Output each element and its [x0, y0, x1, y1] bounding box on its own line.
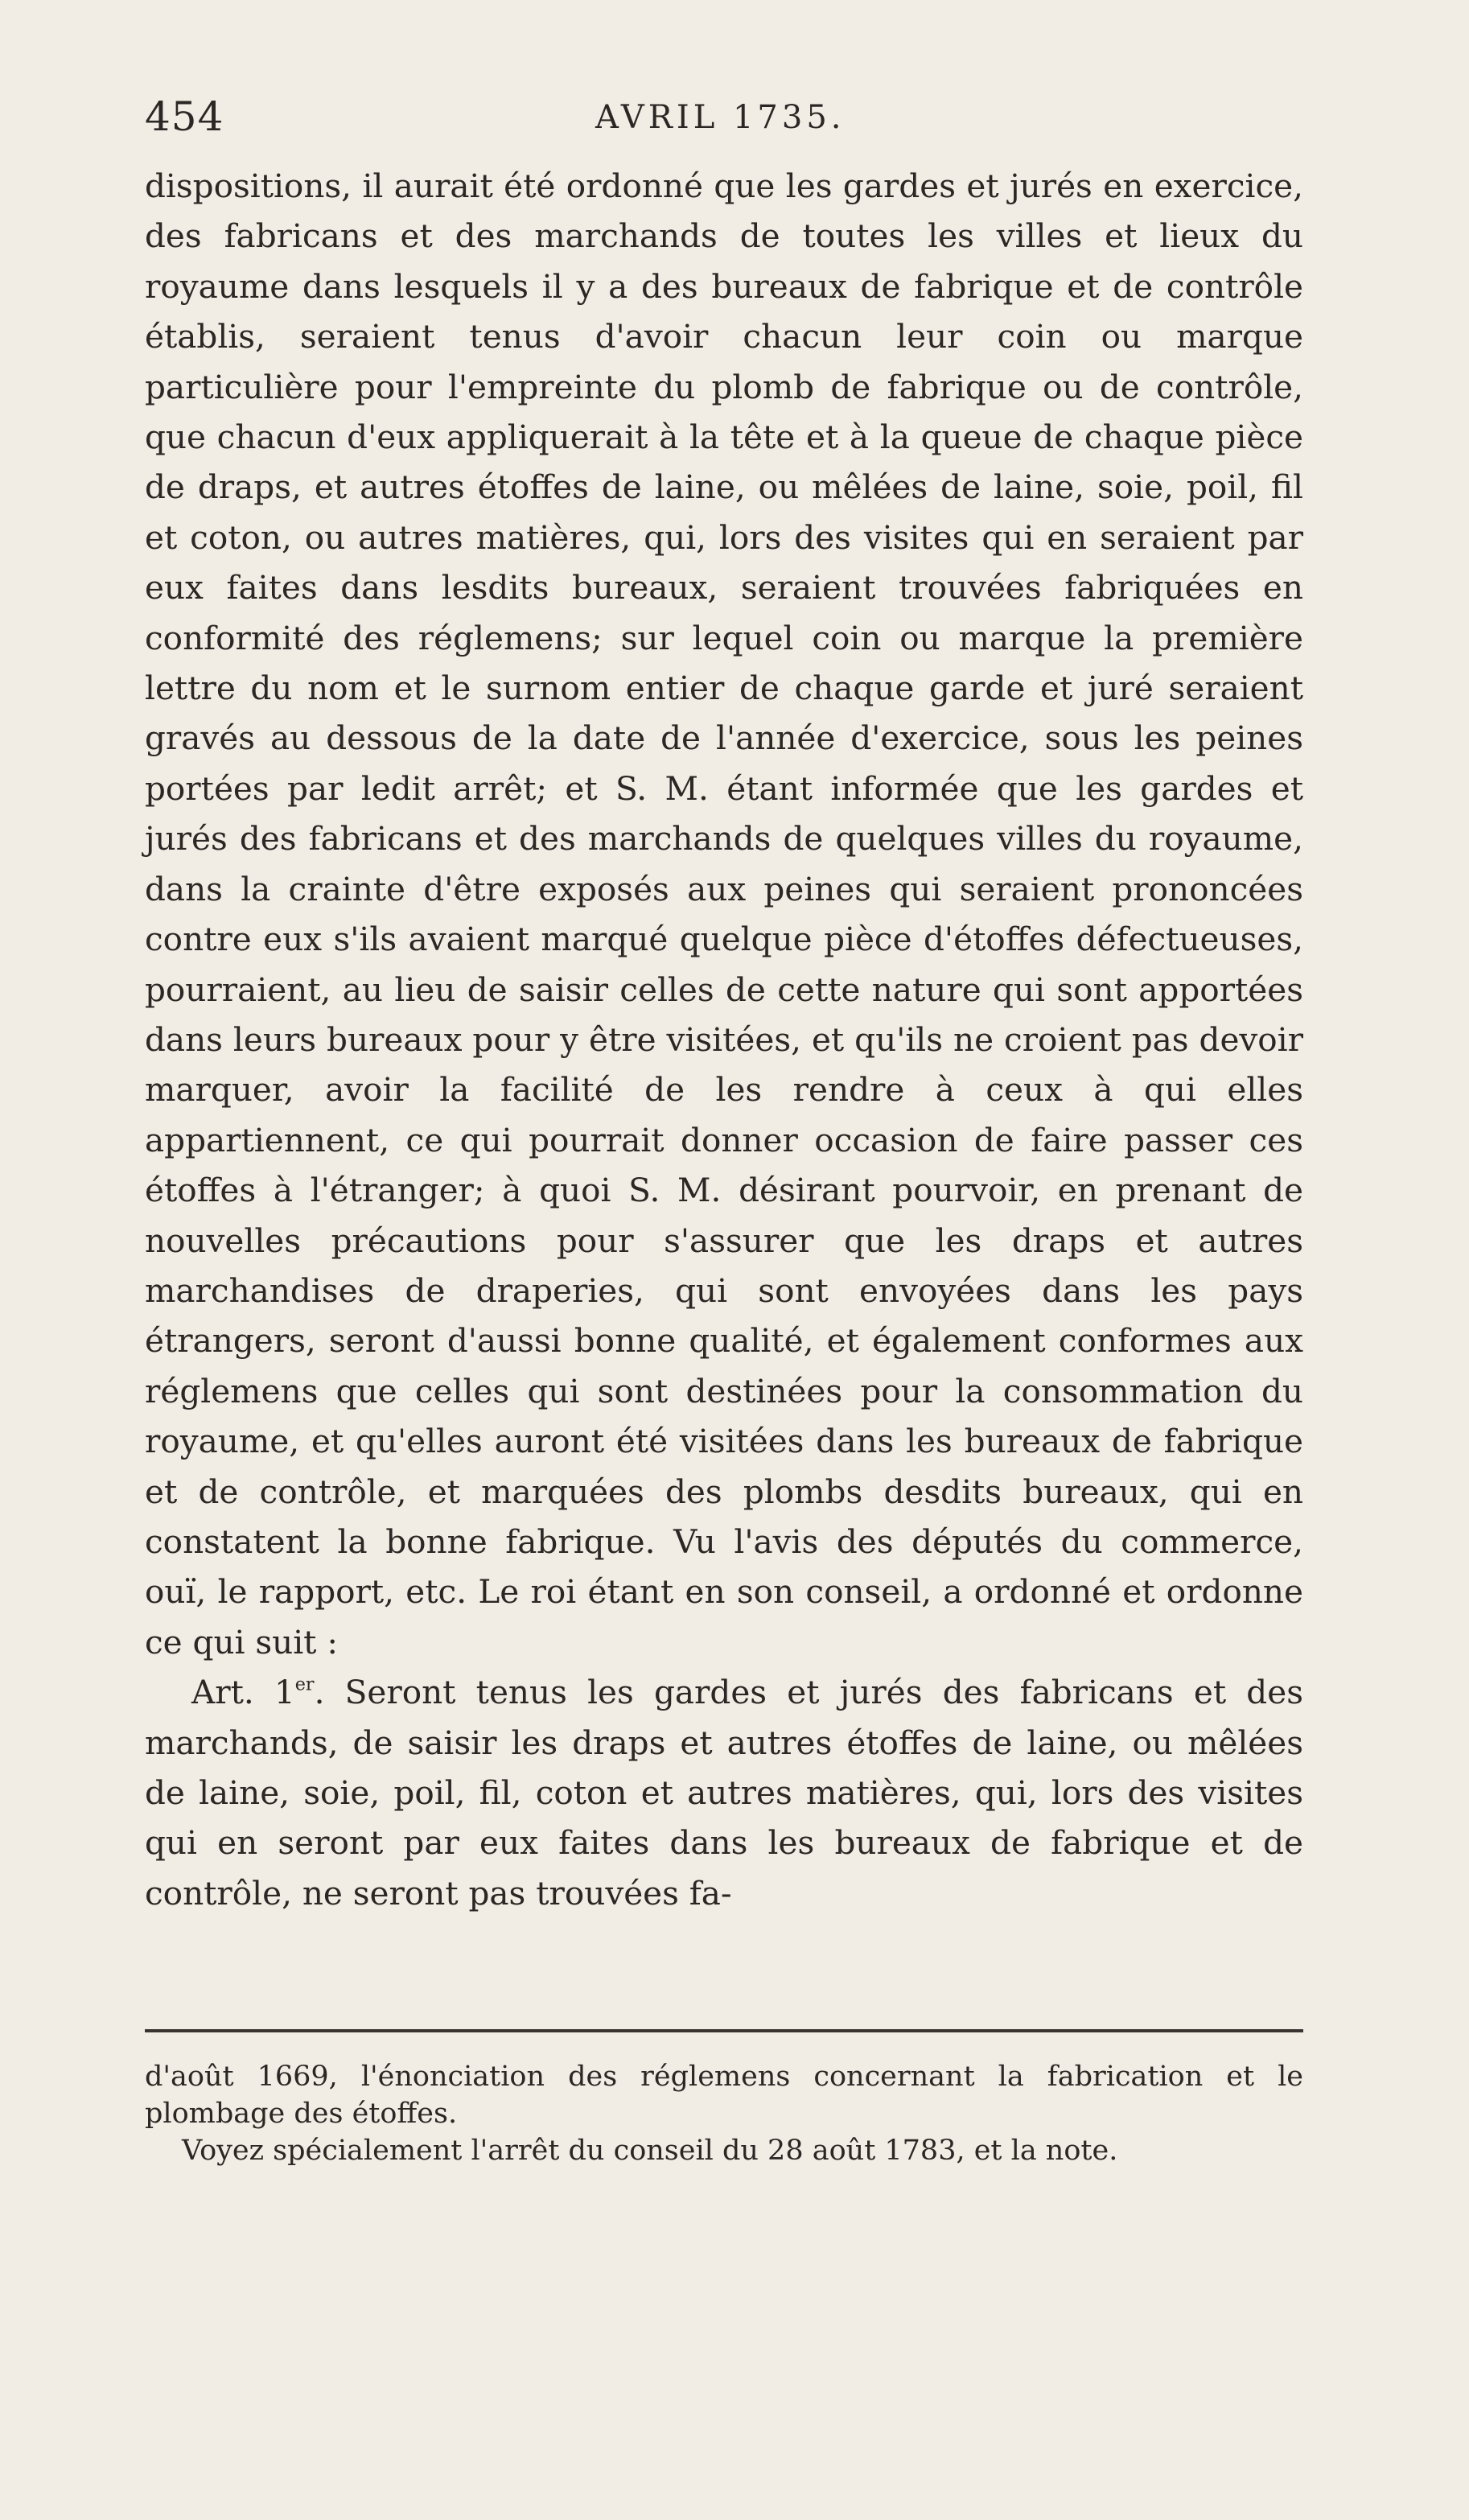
paragraph-continuation: dispositions, il aurait été ordonné que les gardes et jurés en exercice, des fabricans et des marchands de toutes les villes et lieux du royaume dans lesquels il y a des bureaux de fabrique et de contrôle établis, seraient tenus d'avoir chacun leur coin ou marque particulière pour l'empreinte du plomb de fabrique ou de contrôle, que chacun d'eux appliquerait à la tête et à la queue de chaque pièce de draps, et autres étoffes de laine, ou mêlées de laine, soie, poil, fil et coton, ou autres matières, qui, lors des visites qui en seraient par eux faites dans lesdits bureaux, seraient trouvées fabriquées en conformité des réglemens; sur lequel coin ou marque la première lettre du nom et le surnom entier de chaque garde et juré seraient gravés au dessous de la date de l'année d'exercice, sous les peines portées par ledit arrêt; et S. M. étant informée que les gardes et jurés des fabricans et des marchands de quelques villes du royaume, dans la crainte d'être exposés aux peines qui seraient prononcées contre eux s'ils avaient marqué quelque pièce d'étoffes défectueuses, pourraient, au lieu de saisir celles de cette nature qui sont apportées dans leurs bureaux pour y être visitées, et qu'ils ne croient pas devoir marquer, avoir la facilité de les rendre à ceux à qui elles appartiennent, ce qui pourrait donner occasion de faire passer ces étoffes à l'étranger; à quoi S. M. désirant pourvoir, en prenant de nouvelles précautions pour s'assurer que les draps et autres marchandises de draperies, qui sont envoyées dans les pays étrangers, seront d'aussi bonne qualité, et également conformes aux réglemens que celles qui sont destinées pour la consommation du royaume, et qu'elles auront été visitées dans les bureaux de fabrique et de contrôle, et marquées des plombs desdits bureaux, qui en constatent la bonne fabrique. Vu l'avis des députés du commerce, ouï, le rapport, etc. Le roi étant en son conseil, a ordonné et ordonne ce qui suit : [145, 167, 1303, 1661]
footnotes [145, 2058, 1303, 2169]
footnote-continuation: d'août 1669, l'énonciation des réglemens concernant la fabrication et le plombage des étoffes. [145, 2061, 1303, 2130]
running-head: AVRIL 1735. [595, 99, 846, 136]
page-header [145, 80, 1303, 153]
footnote-see-also: Voyez spécialement l'arrêt du conseil du 28 août 1783, et la note. [182, 2135, 1118, 2167]
footnote-separator [145, 2029, 1303, 2032]
main-text [145, 161, 1303, 1918]
article-text: . Seront tenus les gardes et jurés des fabricans et des marchands, de saisir les draps et autres étoffes de laine, ou mêlées de laine, soie, poil, fil, coton et autres matières, qui, lors des visites qui en seront par eux faites dans les bureaux de fabrique et de contrôle, ne seront pas trouvées fa- [145, 1673, 1303, 1913]
article-label: Art. 1 [191, 1673, 295, 1712]
page-number: 454 [145, 93, 224, 140]
article-1-paragraph [145, 1667, 1303, 1918]
article-ordinal-superscript: er [294, 1674, 315, 1695]
